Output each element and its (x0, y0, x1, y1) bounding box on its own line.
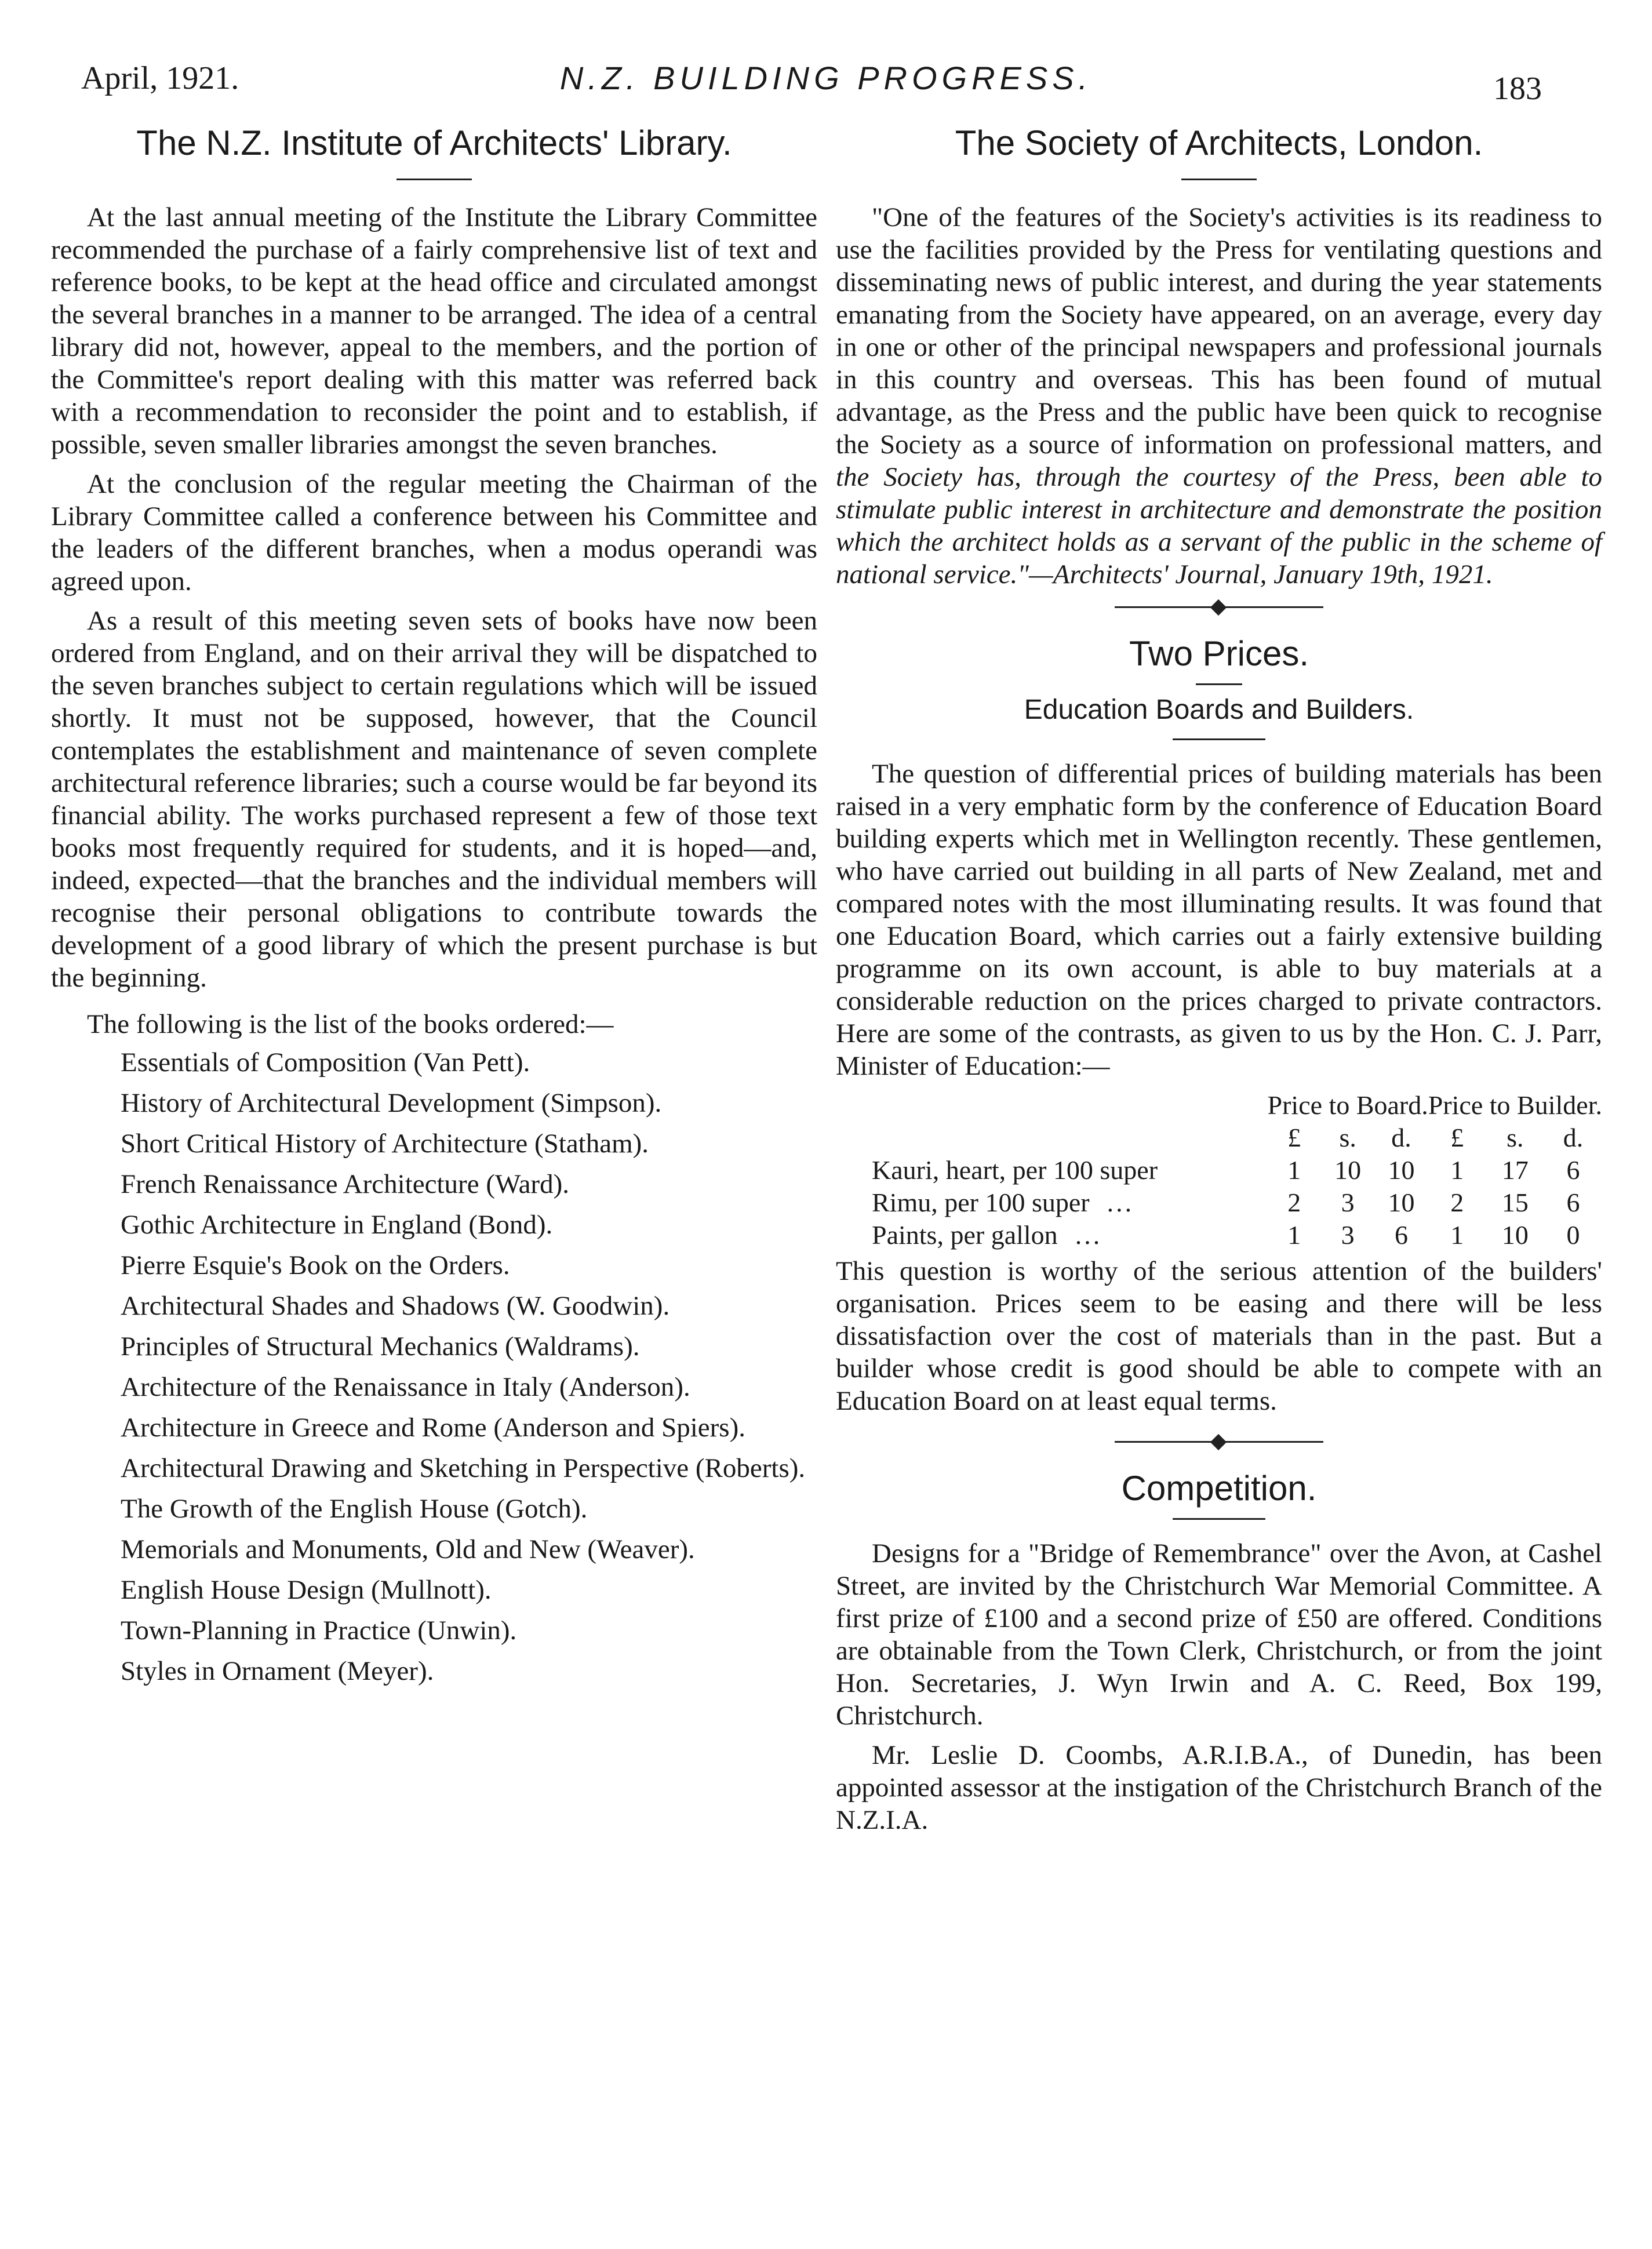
left-column (51, 122, 817, 1695)
unit-label: £ (1450, 1123, 1464, 1152)
library-title: The N.Z. Institute of Architects' Library. (136, 123, 732, 162)
price-builder-cell: 15 (1501, 1188, 1529, 1217)
price-board-cell: 10 (1388, 1188, 1415, 1217)
price-board-cell: 10 (1388, 1155, 1415, 1185)
library-paragraph: As a result of this meeting seven sets of books have now been ordered from England, and on their arrival they will be dispatched to the seven branches subject to certain regulations which will be issued shortly. It must not be supposed, however, that the Council contemplates the establishment and maintenance of seven complete architectural reference libraries; such a course would be far beyond its financial ability. The works purchased represent a few of those text books most frequently required for students, and it is hoped—and, indeed, expected—that the branches and the individual members will recognise their personal obligations to contribute towards the development of a good library of which the present purchase is but the beginning. (51, 606, 817, 993)
header-date: April, 1921. (81, 60, 239, 96)
price-row (836, 1187, 1602, 1219)
price-to-board-header: Price to Board. (1267, 1090, 1428, 1120)
book-list-item: Architecture of the Renaissance in Italy (Anderson). (121, 1372, 690, 1402)
price-item (836, 1154, 1268, 1187)
header-publication: N.Z. BUILDING PROGRESS. (559, 60, 1093, 96)
price-builder-cell: 1 (1450, 1155, 1464, 1185)
title-rule (396, 179, 472, 180)
society-quote-italic: the Society has, through the courtesy of the Press, been able to stimulate public interest in architecture and demonstrate the position which the architect holds as a servant of the public in the scheme of national service."—Architects' Journal, January 19th, 1921. (836, 462, 1602, 589)
price-board-cell: 3 (1341, 1220, 1355, 1250)
price-item-label: Kauri, heart, per 100 super (872, 1155, 1158, 1185)
society-title: The Society of Architects, London. (955, 123, 1483, 162)
competition-paragraph: Mr. Leslie D. Coombs, A.R.I.B.A., of Dunedin, has been appointed assessor at the instigation of the Christchurch Branch of the N.Z.I.A. (836, 1740, 1602, 1835)
price-board-cell: 6 (1395, 1220, 1409, 1250)
book-list-intro: The following is the list of the books ordered:— (87, 1009, 614, 1039)
two-prices-paragraph: This question is worthy of the serious attention of the builders' organisation. Prices seem to be easing and there will be less dissatisfaction over the cost of materials than in the past. But a builder whose credit is good should be able to compete with an Education Board on at least equal terms. (836, 1256, 1602, 1416)
book-list-item: French Renaissance Architecture (Ward). (121, 1169, 569, 1199)
book-list-item: Styles in Ornament (Meyer). (121, 1656, 434, 1686)
book-list-item: History of Architectural Development (Simpson). (121, 1088, 662, 1118)
page-number: 183 (1493, 71, 1542, 107)
price-builder-cell: 6 (1566, 1155, 1580, 1185)
price-item-leader: ... (1075, 1220, 1102, 1250)
section-ornament (1115, 600, 1323, 615)
book-list-item: Architectural Drawing and Sketching in Perspective (Roberts). (121, 1453, 806, 1483)
price-to-builder-header: Price to Builder. (1428, 1090, 1602, 1120)
book-list-item: Gothic Architecture in England (Bond). (121, 1210, 553, 1240)
price-item (836, 1187, 1268, 1219)
title-rule (1181, 179, 1257, 180)
unit-label: d. (1563, 1123, 1584, 1152)
price-row (836, 1154, 1602, 1187)
book-list-item: Architecture in Greece and Rome (Anderson and Spiers). (121, 1413, 745, 1443)
price-item-label: Paints, per gallon (872, 1220, 1058, 1250)
book-list-item: Pierre Esquie's Book on the Orders. (121, 1250, 510, 1280)
book-list-item: The Growth of the English House (Gotch). (121, 1494, 588, 1524)
two-prices-subtitle: Education Boards and Builders. (1024, 694, 1414, 725)
book-list-item: Memorials and Monuments, Old and New (Weaver). (121, 1534, 695, 1564)
book-list-item: Principles of Structural Mechanics (Waldrams). (121, 1331, 640, 1362)
society-quote-roman: "One of the features of the Society's activities is its readiness to use the facilities provided by the Press for ventilating questions and disseminating news of public interest, and during the year statements emanating from the Society have appeared, on an average, every day in one or other of the principal newspapers and professional journals in this country and overseas. This has been found of mutual advantage, as the Press and the public have been quick to recognise the Society as a source of information on professional matters, and (836, 202, 1602, 460)
two-prices-paragraph: The question of differential prices of building materials has been raised in a very emphatic form by the conference of Education Board building experts which met in Wellington recently. These gentlemen, who have carried out building in all parts of New Zealand, met and compared notes with the most illuminating results. It was found that one Education Board, which carries out a fairly extensive building programme on its own account, is able to buy materials at a considerable reduction on the prices charged to private contractors. Here are some of the contrasts, as given to us by the Hon. C. J. Parr, Minister of Education:— (836, 759, 1602, 1081)
price-builder-cell: 1 (1450, 1220, 1464, 1250)
book-list-item: Essentials of Composition (Van Pett). (121, 1047, 530, 1078)
book-list-item: Short Critical History of Architecture (Statham). (121, 1129, 649, 1159)
unit-label: d. (1391, 1123, 1411, 1152)
book-list (51, 1046, 817, 1687)
subtitle-rule (1173, 738, 1265, 740)
price-board-cell: 1 (1287, 1155, 1301, 1185)
competition-title: Competition. (1121, 1469, 1317, 1508)
unit-label: £ (1287, 1123, 1301, 1152)
library-paragraph: At the conclusion of the regular meeting the Chairman of the Library Committee called a conference between his Committee and the leaders of the different branches, when a modus operandi was agreed upon. (51, 469, 817, 596)
society-quote (836, 201, 1602, 591)
price-board-cell: 10 (1334, 1155, 1362, 1185)
title-rule (1173, 1518, 1265, 1520)
price-builder-cell: 2 (1450, 1188, 1464, 1217)
section-ornament (1115, 1435, 1323, 1450)
price-board-cell: 1 (1287, 1220, 1301, 1250)
book-list-item: Town-Planning in Practice (Unwin). (121, 1615, 517, 1646)
price-builder-cell: 0 (1566, 1220, 1580, 1250)
right-column (836, 122, 1602, 1843)
book-list-item: Architectural Shades and Shadows (W. Goodwin). (121, 1291, 670, 1321)
price-table-units (836, 1122, 1602, 1154)
price-table (836, 1089, 1602, 1251)
price-builder-cell: 17 (1501, 1155, 1529, 1185)
library-paragraph: At the last annual meeting of the Institute the Library Committee recommended the purchase of a fairly comprehensive list of text and reference books, to be kept at the head office and circulated amongst the several branches in a manner to be arranged. The idea of a central library did not, however, appeal to the members, and the portion of the Committee's report dealing with this matter was referred back with a recommendation to reconsider the point and to establish, if possible, seven smaller libraries amongst the seven branches. (51, 202, 817, 460)
competition-paragraph: Designs for a "Bridge of Remembrance" over the Avon, at Cashel Street, are invited by the Christchurch War Memorial Committee. A first prize of £100 and a second prize of £50 are offered. Conditions are obtainable from the Town Clerk, Christchurch, or from the joint Hon. Secretaries, J. Wyn Irwin and A. C. Reed, Box 199, Christchurch. (836, 1538, 1602, 1731)
price-item-leader: ... (1107, 1188, 1134, 1217)
unit-label: s. (1507, 1123, 1524, 1152)
price-board-cell: 3 (1341, 1188, 1355, 1217)
price-builder-cell: 10 (1501, 1220, 1529, 1250)
unit-label: s. (1339, 1123, 1356, 1152)
title-rule (1196, 683, 1242, 685)
price-item-label: Rimu, per 100 super (872, 1188, 1090, 1217)
two-prices-title: Two Prices. (1129, 634, 1309, 673)
book-list-item: English House Design (Mullnott). (121, 1575, 492, 1605)
price-builder-cell: 6 (1566, 1188, 1580, 1217)
price-board-cell: 2 (1287, 1188, 1301, 1217)
price-row (836, 1219, 1602, 1251)
price-item (836, 1219, 1268, 1251)
price-table-header (836, 1089, 1602, 1122)
